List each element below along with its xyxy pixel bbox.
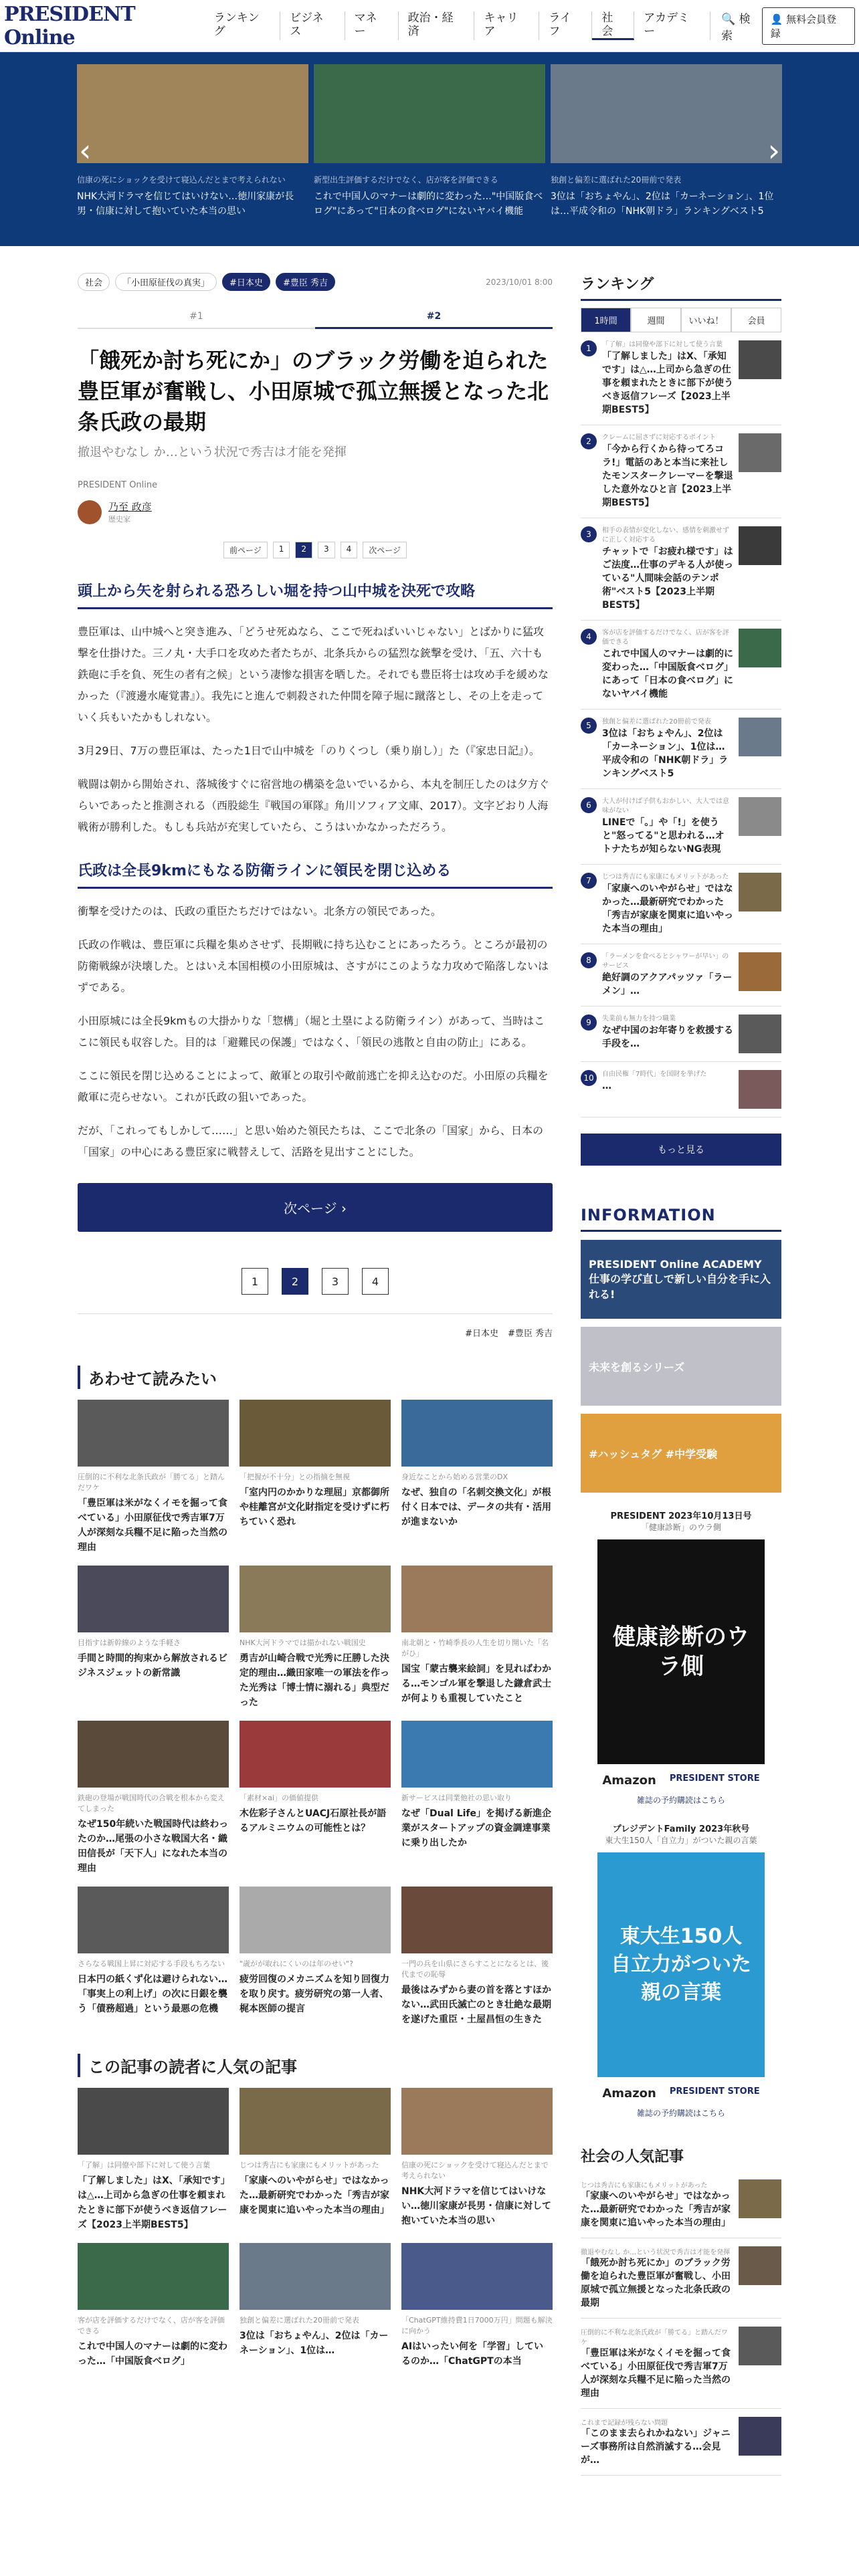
article-card[interactable] [240, 1887, 391, 2027]
user-icon: 👤 [770, 13, 783, 25]
store-link[interactable]: PRESIDENT STORE [669, 2086, 760, 2097]
site-logo[interactable]: PRESIDENT Online [4, 2, 135, 49]
ranking-kicker: 「ラーメンを食べるとシャワーが早い」のサービス [602, 953, 729, 970]
article-card[interactable] [401, 1400, 553, 1555]
author-avatar [78, 500, 102, 524]
ranking-kicker: 「了解」は同僚や部下に対して使う言葉 [602, 341, 723, 348]
rank-number: 4 [581, 629, 597, 645]
ranking-title: LINEで「。」や「!」を使うと"怒ってる"と思われる…オトナたちが知らないNG表現 [602, 817, 725, 855]
ranking-title: 「家康へのいやがらせ」ではなかった…最新研究でわかった「秀吉が家康を関東に追いやった本当の理由」 [602, 883, 733, 934]
ranking-thumb [739, 433, 781, 472]
card-kicker: 「把握が不十分」との指摘を無視 [240, 1473, 350, 1481]
ranking-item[interactable] [581, 710, 781, 789]
ranking-item[interactable] [581, 1062, 781, 1117]
card-title: これで中国人のマナーは劇的に変わった…「中国版食べログ」 [78, 2341, 227, 2367]
social-title: 「このまま去られかねない」ジャニーズ事務所は自然消滅する…会見が… [581, 2428, 731, 2466]
social-thumb [739, 2179, 781, 2218]
ranking-text [602, 629, 733, 701]
card-title: なぜ「Dual Life」を掲げる新進企業がスタートアップの資金調達事業に乗り出したか [401, 1808, 552, 1848]
card-image [401, 1566, 553, 1632]
ranking-text [602, 526, 733, 612]
card-title: 勇吉が山崎合戦で光秀に圧勝した決定的理由…織田家唯一の軍法を作った光秀は「博士情に溺れる」典型だった [240, 1653, 389, 1708]
card-title: AIはいったい何を「学習」しているのか…「ChatGPTの本当 [401, 2341, 544, 2367]
ranking-item[interactable] [581, 865, 781, 944]
site-header [0, 0, 859, 52]
ranking-item[interactable] [581, 789, 781, 865]
register-label: 無料会員登録 [770, 13, 837, 39]
featured-carousel [0, 52, 859, 246]
ranking-title: ランキング [581, 273, 781, 301]
magazine-president [581, 1509, 781, 1806]
social-thumb [739, 2327, 781, 2365]
social-kicker: じつは秀吉にも家康にもメリットがあった [581, 2182, 708, 2189]
social-text [581, 2327, 733, 2400]
social-item[interactable] [581, 2319, 781, 2409]
banner-label: #ハッシュタグ #中学受験 [589, 1447, 718, 1461]
section-heading: 頭上から矢を射られる恐ろしい堀を持つ山中城を決死で攻略 [78, 580, 553, 609]
social-kicker: 圧倒的に不利な北条氏政が「勝てる」と踏んだワケ [581, 2329, 728, 2347]
ranking-thumb [739, 797, 781, 836]
social-title: 「家康へのいやがらせ」ではなかった…最新研究でわかった「秀吉が家康を関東に追いやった本当の理由」 [581, 2191, 731, 2228]
card-title: 「豊臣軍は米がなくイモを掘って食べている」小田原征伐で秀吉軍7万人が深刻な兵糧不足に陥った当然の理由 [78, 1498, 227, 1553]
top-pager [78, 542, 553, 558]
carousel-title: これで中国人のマナーは劇的に変わった…"中国版食べログ"にあって"日本の食べログ"にないヤバイ機能 [314, 191, 543, 217]
publish-date: 2023/10/01 8:00 [486, 277, 553, 287]
card-kicker: 「素材×ai」の価値提供 [240, 1794, 319, 1802]
magazine-title: PRESIDENT 2023年10月13日号 [610, 1511, 752, 1521]
article-card[interactable] [78, 1400, 229, 1555]
card-kicker: 身近なことから始める営業のDX [401, 1473, 508, 1481]
pager-item[interactable]: 1 [273, 542, 290, 558]
article [78, 273, 553, 2476]
ranking-tab[interactable]: いいね！ [681, 308, 731, 332]
article-card[interactable] [240, 1721, 391, 1876]
article-card[interactable] [78, 2243, 229, 2369]
carousel-next-icon[interactable]: › [767, 132, 780, 169]
ranking-text [602, 797, 733, 856]
card-title: 「家康へのいやがらせ」ではなかった…最新研究でわかった「秀吉が家康を関東に追いやった本当の理由」 [240, 2175, 389, 2216]
ranking-thumb [739, 952, 781, 991]
article-body [78, 580, 553, 1163]
nav-item[interactable]: ライフ [539, 11, 592, 40]
card-kicker: 一門の兵を山県にさらすことになるとは、後代までの恥辱 [401, 1959, 549, 1979]
article-card[interactable] [78, 1566, 229, 1710]
card-title: 3位は「おちょやん」、2位は「カーネーション」、1位は… [240, 2331, 389, 2356]
card-kicker: 客が店を評価するだけでなく、店が客を評価できる [78, 2316, 225, 2335]
section-heading: 氏政は全長9kmにもなる防衛ラインに領民を閉じ込める [78, 859, 553, 889]
ranking-text [602, 1014, 733, 1053]
social-kicker: これまで記録が残らない問題 [581, 2420, 668, 2427]
magazine-title: プレジデントFamily 2023年秋号 [612, 1824, 750, 1834]
card-title: NHK大河ドラマを信じてはいけない…徳川家康が長男・信康に対して抱いていた本当の思い [401, 2186, 551, 2226]
page-tab-1[interactable]: #1 [78, 311, 315, 329]
amazon-link[interactable]: Amazon [602, 1774, 656, 1788]
pager-item[interactable]: 前ページ [223, 542, 268, 558]
ranking-text [602, 873, 733, 936]
card-image [240, 1887, 391, 1953]
ranking-thumb [739, 873, 781, 911]
carousel-image [77, 64, 308, 163]
article-card[interactable] [78, 1721, 229, 1876]
rank-number: 2 [581, 433, 597, 449]
card-kicker: じつは秀吉にも家康にもメリットがあった [240, 2161, 379, 2169]
ranking-thumb [739, 1014, 781, 1053]
card-kicker: さらなる戦国上昇に対応する手段もちろない [78, 1959, 225, 1968]
ranking-tab[interactable]: 週間 [631, 308, 681, 332]
carousel-item[interactable] [77, 64, 308, 246]
card-kicker: 「了解」は同僚や部下に対して使う言葉 [78, 2161, 210, 2169]
information-title: INFORMATION [581, 1206, 781, 1232]
ranking-item[interactable] [581, 425, 781, 518]
rank-number: 9 [581, 1014, 597, 1031]
social-text [581, 2179, 733, 2230]
banner-list [581, 1240, 781, 1493]
pager-item[interactable]: 4 [362, 1268, 389, 1295]
card-image [240, 1566, 391, 1632]
carousel-title: NHK大河ドラマを信じてはいけない…徳川家康が長男・信康に対して抱いていた本当の思い [77, 191, 294, 217]
hashtag-tag[interactable]: #日本史 [222, 273, 270, 291]
ranking-kicker: 相手の表情が変化しない、感情を刺激せずに正しく対応する [602, 527, 729, 544]
author-name[interactable]: 乃至 政彦 [108, 501, 152, 513]
card-image [240, 2088, 391, 2155]
card-image [401, 1721, 553, 1788]
register-button[interactable] [762, 7, 855, 45]
article-card[interactable] [78, 1887, 229, 2027]
store-link[interactable]: PRESIDENT STORE [669, 1774, 760, 1784]
card-title: 木佐彩子さんとUACJ石原社長が語るアルミニウムの可能性とは？ [240, 1808, 387, 1834]
social-kicker: 撤退やむなし か…という状況で秀吉は才能を発揮 [581, 2249, 731, 2256]
card-kicker: NHK大河ドラマでは描かれない戦国史 [240, 1638, 366, 1647]
ranking-title: これで中国人のマナーは劇的に変わった…「中国版食べログ」にあって「日本の食べログ」にないヤバイ機能 [602, 649, 733, 700]
ranking-text [602, 1070, 733, 1109]
rank-number: 10 [581, 1070, 597, 1086]
ranking-tab[interactable]: 会員 [731, 308, 781, 332]
pager-item[interactable]: 2 [282, 1268, 308, 1295]
social-text [581, 2246, 733, 2310]
carousel-item[interactable] [551, 64, 782, 246]
carousel-kicker: 信康の死にショックを受けて寝込んだとまで考えられない [77, 175, 286, 185]
nav-item[interactable]: アカデミー [634, 11, 710, 40]
ranking-kicker: 失業前も無力を持つ職業 [602, 1015, 676, 1023]
hashtag-tag[interactable]: #豊臣 秀吉 [276, 273, 335, 291]
bottom-pager [78, 1268, 553, 1295]
bottom-tags [78, 1313, 553, 1339]
social-title: 「豊臣軍は米がなくイモを掘って食べている」小田原征伐で秀吉軍7万人が深刻な兵糧不足に陥った当然の理由 [581, 2348, 731, 2399]
article-title: 「餓死か討ち死にか」のブラック労働を迫られた豊臣軍が奮戦し、小田原城で孤立無援となった北条氏政の最期 [78, 348, 549, 435]
ranking-item[interactable] [581, 944, 781, 1006]
info-banner[interactable] [581, 1240, 781, 1319]
hashtag-link[interactable]: #日本史 [465, 1329, 498, 1339]
article-card[interactable] [240, 1400, 391, 1555]
carousel-image [314, 64, 545, 163]
ranking-kicker: じつは秀吉にも家康にもメリットがあった [602, 873, 729, 881]
nav-item[interactable]: 政治・経済 [399, 11, 475, 40]
reserve-link[interactable]: 雑誌の予約購読はこちら [636, 1796, 725, 1805]
category-tag[interactable]: 社会 [78, 273, 110, 291]
series-tag[interactable]: 「小田原征伐の真実」 [115, 273, 217, 291]
article-card[interactable] [401, 2243, 553, 2369]
pager-item[interactable]: 2 [295, 542, 312, 558]
cover-title: 東大生150人 自立力がついた親の言葉 [611, 1925, 751, 2004]
rank-number: 8 [581, 952, 597, 968]
related-grid [78, 1400, 553, 2027]
ranking-title: 3位は「おちょやん」、2位は「カーネーション」、1位は…平成令和の「NHK朝ドラ」ランキングベスト5 [602, 728, 729, 779]
author-role: 歴史家 [108, 515, 130, 524]
ranking-item[interactable] [581, 332, 781, 425]
article-card[interactable] [401, 1566, 553, 1710]
card-kicker: 信康の死にショックを受けて寝込んだとまで考えられない [401, 2161, 549, 2180]
card-kicker: 目指すは新幹線のような手軽さ [78, 1638, 181, 1647]
ranking-text [602, 340, 733, 417]
social-item[interactable] [581, 2171, 781, 2238]
card-image [401, 2243, 553, 2310]
popular-heading: この記事の読者に人気の記事 [78, 2054, 553, 2077]
ranking-title: チャットで「お疲れ様です」はご法度…仕事のデキる人が使っている"人間味会話のテンポ術"ベスト5【2023上半期BEST5】 [602, 546, 733, 611]
nav-item[interactable]: 社会 [592, 11, 634, 40]
ranking-text [602, 952, 733, 998]
card-title: なぜ150年続いた戦国時代は終わったのか…尾張の小さな戦国大名・織田信長が「天下人」になれた本当の理由 [78, 1819, 229, 1874]
sidebar [581, 273, 781, 2476]
ranking-list [581, 332, 781, 1117]
ranking-item[interactable] [581, 518, 781, 621]
card-image [240, 1400, 391, 1467]
search-label: 検索 [721, 12, 751, 43]
article-card[interactable] [401, 1721, 553, 1876]
magazine-family [581, 1822, 781, 2119]
nav-item[interactable]: キャリア [474, 11, 539, 40]
article-card[interactable] [78, 2088, 229, 2232]
ranking-text [602, 718, 733, 780]
social-text [581, 2417, 733, 2467]
article-tags [78, 273, 553, 291]
ranking-thumb [739, 629, 781, 667]
pager-item[interactable]: 次ページ [363, 542, 407, 558]
ranking-thumb [739, 718, 781, 756]
ranking-thumb [739, 526, 781, 565]
article-card[interactable] [240, 2243, 391, 2369]
card-title: 日本円の紙くず化は避けられない…「事実上の利上げ」の次に日銀を襲う「債務超過」という最悪の危機 [78, 1974, 227, 2014]
carousel-image [551, 64, 782, 163]
ranking-title: 「了解しました」はX、「承知です」は△…上司から急ぎの仕事を頼まれたときに部下が使うべき返信フレーズ【2023上半期BEST5】 [602, 351, 733, 415]
ranking-kicker: 大人が付けば子供もおかしい、大人では意味がない [602, 798, 729, 815]
carousel-kicker: 独創と偏差に選ばれた20冊前で発表 [551, 175, 682, 185]
nav-item[interactable]: ランキング [205, 11, 280, 40]
ranking-title: なぜ中国のお年寄りを救援する手段を… [602, 1025, 733, 1049]
card-image [78, 1887, 229, 1953]
ranking-tab[interactable]: 1時間 [581, 308, 631, 332]
info-banner[interactable] [581, 1414, 781, 1493]
ranking-kicker: 自由民権「7時代」を国財を挙げた [602, 1071, 707, 1078]
rank-number: 6 [581, 797, 597, 813]
magazine-cover[interactable] [597, 1539, 765, 1764]
article-card[interactable] [240, 1566, 391, 1710]
paragraph: だが、「これってもしかして……」と思い始めた領民たちは、ここで北条の「国家」から、日本の「国家」の中心にある豊臣家に戦替えして、活路を見出すことにした。 [78, 1124, 544, 1158]
rank-number: 1 [581, 340, 597, 356]
banner-label: 未来を創るシリーズ [589, 1360, 685, 1374]
card-image [78, 1566, 229, 1632]
magazine-cover[interactable] [597, 1852, 765, 2077]
main-nav [205, 11, 710, 40]
amazon-link[interactable]: Amazon [602, 2086, 656, 2101]
author-block[interactable] [78, 500, 553, 524]
paragraph: ここに領民を閉じ込めることによって、敵軍との取引や敵前逃亡を抑え込むのだ。小田原の兵糧を敵軍に売らせない。これが氏政の狙いであった。 [78, 1069, 549, 1103]
rank-number: 5 [581, 718, 597, 734]
card-title: 疲労回復のメカニズムを知り回復力を取り戻す。疲労研究の第一人者、梶本医師の提言 [240, 1974, 389, 2014]
ranking-kicker: 客が店を評価するだけでなく、店が客を評価できる [602, 629, 729, 646]
paragraph: 氏政の作戦は、豊臣軍に兵糧を集めさせず、長期戦に持ち込むことにあったろう。ところが最初の防衛戦線が決壊した。とはいえ本国相模の小田原城は、さすがにこのような力攻めで陥落しないはずである。 [78, 938, 549, 994]
cover-title: 健康診断のウラ側 [613, 1624, 749, 1680]
ranking-thumb [739, 1070, 781, 1109]
info-banner[interactable] [581, 1327, 781, 1406]
popular-grid [78, 2088, 553, 2369]
paragraph: 3月29日、7万の豊臣軍は、たった1日で山中城を「のりくつし（乗り崩し）」た（『家忠日記』）。 [78, 744, 540, 757]
more-button[interactable]: もっと見る [581, 1134, 781, 1166]
social-thumb [739, 2417, 781, 2456]
carousel-kicker: 新型出生評価するだけでなく、店が客を評価できる [314, 175, 498, 185]
magazine-sub: 「健康診断」のウラ側 [640, 1523, 721, 1532]
nav-item[interactable]: マネー [345, 11, 399, 40]
social-item[interactable] [581, 2409, 781, 2476]
ranking-title: … [602, 1081, 611, 1091]
next-page-button[interactable]: 次ページ › [78, 1183, 553, 1232]
paragraph: 小田原城には全長9kmもの大掛かりな「惣構」（堀と土塁による防衛ライン）があって、当時はここに領民も収容した。目的は「避難民の保護」ではなく、「領民の逃散と自由の防止」にある。 [78, 1014, 545, 1049]
card-image [401, 2088, 553, 2155]
social-title: 社会の人気記事 [581, 2149, 684, 2165]
card-title: 「了解しました」はX、「承知です」は△…上司から急ぎの仕事を頼まれたときに部下が使うべき返信フレーズ【2023上半期BEST5】 [78, 2175, 227, 2230]
related-heading: あわせて読みたい [78, 1366, 553, 1389]
search-icon: 🔍 [721, 12, 736, 26]
page-tabs [78, 311, 553, 329]
ranking-title: 「今から行くから待ってろコラ!」電話のあと本当に来社したモンスタークレーマーを撃退した意外なひと言【2023上半期BEST5】 [602, 444, 733, 508]
pager-item[interactable]: 4 [341, 542, 358, 558]
paragraph: 豊臣軍は、山中城へと突き進み、「どうせ死ぬなら、ここで死ねばいいじゃない」とばかりに猛攻撃を仕掛けた。三ノ丸・大手口を攻めた者たちが、北条兵からの猛烈な銃撃を受け、「五、六十も鉄砲に手を負、死生の者有之候」という凄惨な損害を晒した。それでも豊臣将士は攻め手を緩めなかった（『渡邊水庵覚書』）。我先にと進んで刺殺された仲間を障子堀に蹴落とし、その上を走っていく兵もいたかもしれない。 [78, 625, 549, 724]
pager-item[interactable]: 3 [322, 1268, 349, 1295]
ranking-tabs [581, 308, 781, 332]
paragraph: 衝撃を受けたのは、氏政の重臣たちだけではない。北条方の領民であった。 [78, 905, 442, 918]
article-subtitle: 撤退やむなし か…という状況で秀吉は才能を発揮 [78, 445, 347, 459]
rank-number: 3 [581, 526, 597, 542]
nav-item[interactable]: ビジネス [280, 11, 345, 40]
pager-item[interactable]: 3 [318, 542, 335, 558]
carousel-title: 3位は「おちょやん」、2位は「カーネーション」、1位は…平成令和の「NHK朝ドラ」ランキングベスト5 [551, 191, 774, 217]
hashtag-link[interactable]: #豊臣 秀吉 [507, 1329, 553, 1339]
social-item[interactable] [581, 2238, 781, 2319]
card-title: 「室内円のかかりな理屈」京都御所や桂離宮が文化財指定を受けずに朽ちていく恐れ [240, 1487, 389, 1527]
page-tab-2[interactable]: #2 [315, 311, 553, 329]
card-title: 手間と時間的拘束から解放されるビジネスジェットの新常識 [78, 1653, 227, 1679]
reserve-link[interactable]: 雑誌の予約購読はこちら [636, 2109, 725, 2118]
social-title: 「餓死か討ち死にか」のブラック労働を迫られた豊臣軍が奮戦し、小田原城で孤立無援となった北条氏政の最期 [581, 2258, 731, 2309]
card-kicker: 南北朝と・竹崎季長の人生を切り開いた「名がひ」 [401, 1638, 549, 1658]
social-list [581, 2171, 781, 2476]
card-kicker: 鉄砲の登場が戦国時代の合戦を根本から変えてしまった [78, 1794, 225, 1813]
magazine-sub: 東大生150人「自立力」がついた親の言葉 [605, 1836, 757, 1845]
card-title: なぜ、独自の「名刺交換文化」が根付く日本では、データの共有・活用が進まないか [401, 1487, 551, 1527]
article-card[interactable] [240, 2088, 391, 2232]
carousel-item[interactable] [314, 64, 545, 246]
ranking-item[interactable] [581, 621, 781, 710]
carousel-prev-icon[interactable]: ‹ [79, 132, 92, 169]
card-image [401, 1400, 553, 1467]
search-button[interactable] [721, 9, 762, 43]
ranking-kicker: 独創と偏差に選ばれた20冊前で発表 [602, 718, 711, 726]
card-kicker: 「ChatGPT維持費1日7000万円」問題も解決に向かう [401, 2316, 553, 2335]
card-image [240, 2243, 391, 2310]
card-image [78, 1721, 229, 1788]
card-image [78, 2243, 229, 2310]
card-kicker: 圧倒的に不利な北条氏政が「勝てる」と踏んだワケ [78, 1473, 225, 1492]
pager-item[interactable]: 1 [242, 1268, 268, 1295]
ranking-title: 絶好調のアクアパッツァ「ラーメン」… [602, 972, 733, 996]
ranking-text [602, 433, 733, 510]
article-source: PRESIDENT Online [78, 480, 158, 490]
article-card[interactable] [401, 1887, 553, 2027]
card-kicker: 独創と偏差に選ばれた20冊前で発表 [240, 2316, 359, 2325]
banner-label: PRESIDENT Online ACADEMY 仕事の学び直しで新しい自分を手に入れる! [589, 1257, 771, 1301]
ranking-item[interactable] [581, 1006, 781, 1062]
paragraph: 戦闘は朝から開始され、落城後すぐに宿営地の構築を急いでいるから、本丸を制圧したのは夕方ぐらいであったと推測される（西股総生『戦国の軍隊』角川ソフィア文庫、2017）。文字どおり人海戦術が勝利した。もしも兵站が充実していたら、こうはいかなかっただろう。 [78, 778, 549, 833]
rank-number: 7 [581, 873, 597, 889]
card-title: 最後はみずから妻の首を落とすほかない…武田氏滅亡のとき壮絶な最期を遂げた重臣・土屋昌恒の生きた [401, 1985, 551, 2025]
ranking-thumb [739, 340, 781, 379]
card-title: 国宝「蒙古襲来絵詞」を見ればわかる…モンゴル軍を撃退した鎌倉武士が何よりも重視していたこと [401, 1664, 551, 1704]
card-kicker: "歳がが取れにくいのは年のせい"? [240, 1959, 353, 1968]
social-thumb [739, 2246, 781, 2285]
article-card[interactable] [401, 2088, 553, 2232]
card-image [78, 1400, 229, 1467]
ranking-kicker: クレームに屈さずに対応するポイント [602, 434, 716, 441]
card-kicker: 新サービスは同業他社の思い取り [401, 1794, 512, 1802]
card-image [401, 1887, 553, 1953]
card-image [78, 2088, 229, 2155]
card-image [240, 1721, 391, 1788]
